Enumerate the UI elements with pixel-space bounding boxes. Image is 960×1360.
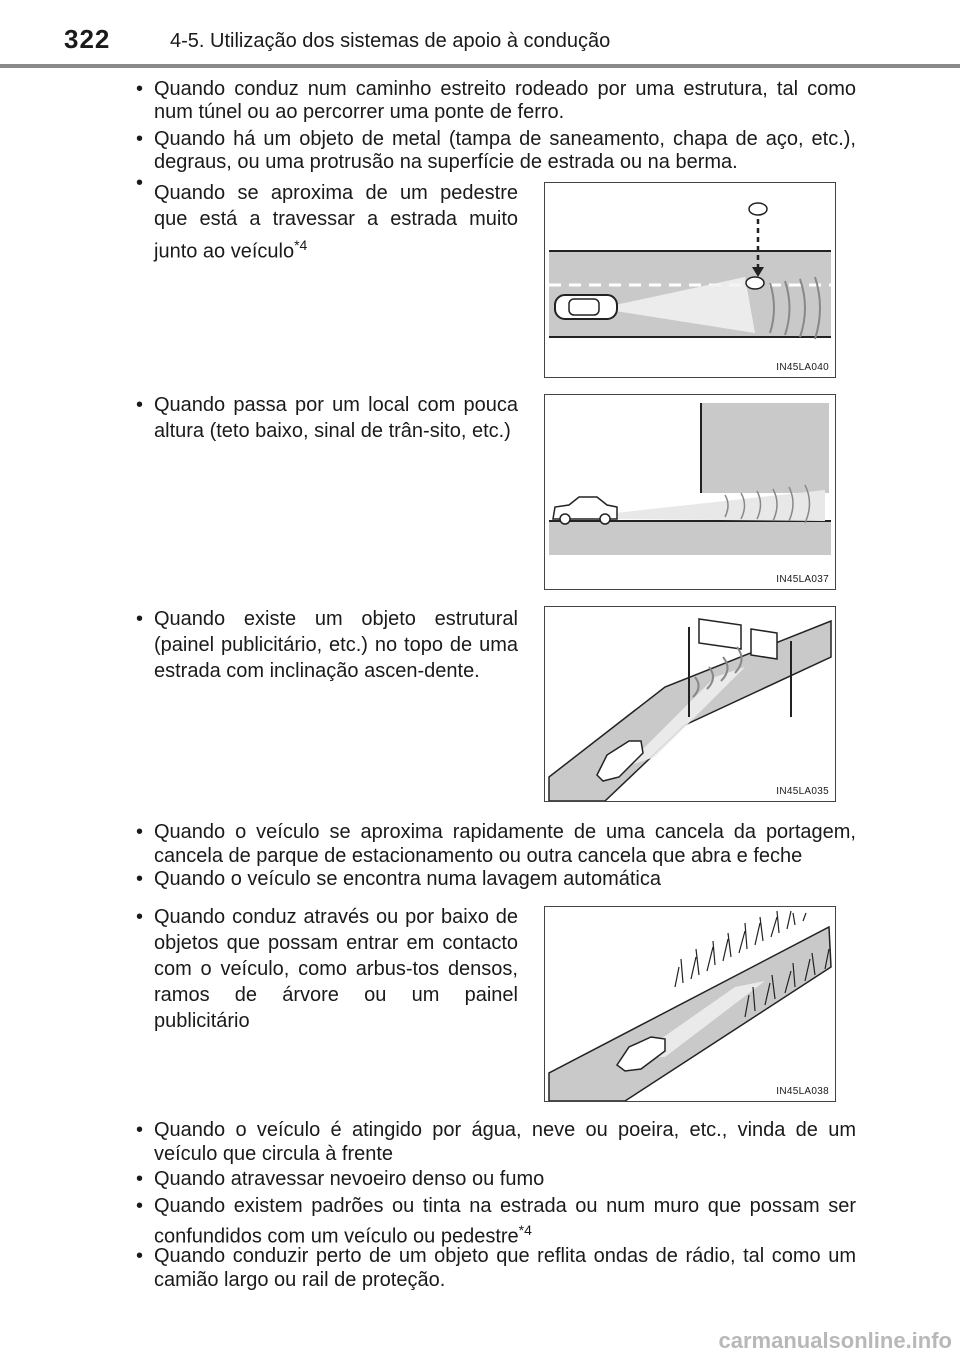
figure-code: IN45LA038 bbox=[776, 1086, 829, 1097]
list-item bbox=[128, 180, 518, 265]
list-item: • Quando o veículo é atingido por água, neve ou poeira, etc., vinda de um veículo que circula à frente bbox=[128, 1118, 856, 1166]
list-item: • Quando existe um objeto estrutural (painel publicitário, etc.) no topo de uma estrada com inclinação ascen-dente. bbox=[128, 606, 518, 684]
list-item: • Quando passa por um local com pouca altura (teto baixo, sinal de trân-sito, etc.) bbox=[128, 392, 518, 444]
list-item bbox=[128, 1194, 856, 1249]
figure-uphill-structure bbox=[544, 606, 836, 802]
watermark: carmanualsonline.info bbox=[718, 1328, 952, 1353]
page-number: 322 bbox=[64, 24, 111, 54]
list-item: • Quando conduzir perto de um objeto que reflita ondas de rádio, tal como um camião largo ou rail de proteção. bbox=[128, 1244, 856, 1292]
dot-marker: • bbox=[136, 172, 144, 194]
figure-low-clearance bbox=[544, 394, 836, 590]
list-item: • Quando conduz num caminho estreito rodeado por uma estrutura, tal como num túnel ou ao percorrer uma ponte de ferro. bbox=[128, 78, 856, 124]
figure-pedestrian bbox=[544, 182, 836, 378]
footnote-ref: *4 bbox=[518, 1222, 532, 1238]
list-item-text: Quando se aproxima de um pedestre que está a travessar a estrada muito junto ao veículo bbox=[154, 182, 518, 263]
figure-bushes bbox=[544, 906, 836, 1102]
figure-code: IN45LA040 bbox=[776, 362, 829, 373]
list-item-text: Quando existem padrões ou tinta na estrada ou num muro que possam ser confundidos com um veículo ou pedestre bbox=[154, 1195, 856, 1248]
list-item: • Quando o veículo se aproxima rapidamente de uma cancela da portagem, cancela de parque de estacionamento ou outra cancela que abra e feche bbox=[128, 820, 856, 868]
list-item: • Quando há um objeto de metal (tampa de saneamento, chapa de aço, etc.), degraus, ou uma protrusão na superfície de estrada ou na berma. bbox=[128, 128, 856, 174]
list-item: • Quando atravessar nevoeiro denso ou fumo bbox=[128, 1168, 856, 1191]
footnote-ref: *4 bbox=[294, 237, 308, 253]
header-rule bbox=[0, 64, 960, 68]
section-title: 4-5. Utilização dos sistemas de apoio à condução bbox=[170, 30, 611, 52]
figure-code: IN45LA037 bbox=[776, 574, 829, 585]
list-item: • Quando conduz através ou por baixo de objetos que possam entrar em contacto com o veículo, como arbus-tos densos, ramos de árvore ou um painel publicitário bbox=[128, 904, 518, 1034]
list-item: • Quando o veículo se encontra numa lavagem automática bbox=[128, 868, 856, 891]
figure-code: IN45LA035 bbox=[776, 786, 829, 797]
